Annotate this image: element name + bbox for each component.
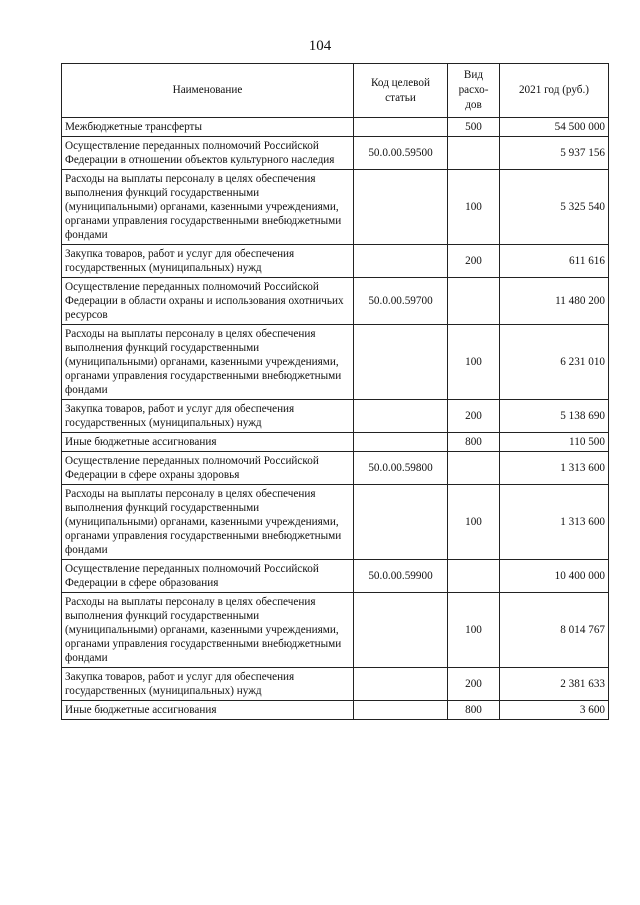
cell-code [354, 118, 448, 137]
cell-amount: 11 480 200 [500, 278, 609, 325]
table-row [62, 170, 609, 245]
cell-name: Расходы на выплаты персоналу в целях обеспечения выполнения функций государственными (муниципальными) органами, казенными учреждениями, органами управления государственными внебюджетными фондами [62, 170, 354, 245]
cell-code [354, 400, 448, 433]
cell-amount: 110 500 [500, 433, 609, 452]
table-row [62, 485, 609, 560]
table-row [62, 400, 609, 433]
table-row [62, 452, 609, 485]
cell-amount: 3 600 [500, 701, 609, 720]
cell-type: 100 [448, 485, 500, 560]
cell-name: Закупка товаров, работ и услуг для обеспечения государственных (муниципальных) нужд [62, 400, 354, 433]
cell-type: 500 [448, 118, 500, 137]
cell-code: 50.0.00.59500 [354, 137, 448, 170]
cell-type [448, 137, 500, 170]
cell-code [354, 701, 448, 720]
cell-name: Осуществление переданных полномочий Российской Федерации в отношении объектов культурного наследия [62, 137, 354, 170]
cell-name: Расходы на выплаты персоналу в целях обеспечения выполнения функций государственными (муниципальными) органами, казенными учреждениями, органами управления государственными внебюджетными фондами [62, 485, 354, 560]
table-body [62, 118, 609, 720]
page-number: 104 [308, 38, 332, 54]
cell-name: Иные бюджетные ассигнования [62, 433, 354, 452]
cell-name: Закупка товаров, работ и услуг для обеспечения государственных (муниципальных) нужд [62, 245, 354, 278]
cell-amount: 2 381 633 [500, 668, 609, 701]
table-row [62, 278, 609, 325]
cell-type: 100 [448, 325, 500, 400]
cell-amount: 5 937 156 [500, 137, 609, 170]
cell-type [448, 452, 500, 485]
cell-code [354, 668, 448, 701]
cell-amount: 10 400 000 [500, 560, 609, 593]
cell-type [448, 278, 500, 325]
cell-type: 100 [448, 593, 500, 668]
header-type: Вид расхо-дов [448, 64, 500, 118]
cell-code [354, 593, 448, 668]
cell-type [448, 560, 500, 593]
header-row [62, 64, 609, 118]
cell-type: 200 [448, 400, 500, 433]
cell-name: Осуществление переданных полномочий Российской Федерации в сфере образования [62, 560, 354, 593]
cell-code [354, 170, 448, 245]
cell-amount: 1 313 600 [500, 452, 609, 485]
cell-name: Осуществление переданных полномочий Российской Федерации в области охраны и использования охотничьих ресурсов [62, 278, 354, 325]
cell-amount: 5 325 540 [500, 170, 609, 245]
cell-amount: 611 616 [500, 245, 609, 278]
cell-name: Межбюджетные трансферты [62, 118, 354, 137]
table-row [62, 593, 609, 668]
header-name: Наименование [62, 64, 354, 118]
table-row [62, 118, 609, 137]
cell-code [354, 433, 448, 452]
cell-code: 50.0.00.59900 [354, 560, 448, 593]
cell-type: 800 [448, 433, 500, 452]
cell-amount: 6 231 010 [500, 325, 609, 400]
table-row [62, 245, 609, 278]
cell-type: 200 [448, 245, 500, 278]
cell-name: Закупка товаров, работ и услуг для обеспечения государственных (муниципальных) нужд [62, 668, 354, 701]
cell-code: 50.0.00.59800 [354, 452, 448, 485]
header-amount: 2021 год (руб.) [500, 64, 609, 118]
cell-name: Расходы на выплаты персоналу в целях обеспечения выполнения функций государственными (муниципальными) органами, казенными учреждениями, органами управления государственными внебюджетными фондами [62, 325, 354, 400]
cell-amount: 54 500 000 [500, 118, 609, 137]
table-row [62, 325, 609, 400]
budget-table [61, 63, 609, 720]
cell-amount: 8 014 767 [500, 593, 609, 668]
cell-code [354, 325, 448, 400]
cell-amount: 1 313 600 [500, 485, 609, 560]
table-row [62, 701, 609, 720]
header-code: Код целевой статьи [354, 64, 448, 118]
table-row [62, 560, 609, 593]
cell-code [354, 485, 448, 560]
cell-name: Осуществление переданных полномочий Российской Федерации в сфере охраны здоровья [62, 452, 354, 485]
cell-code: 50.0.00.59700 [354, 278, 448, 325]
cell-name: Расходы на выплаты персоналу в целях обеспечения выполнения функций государственными (муниципальными) органами, казенными учреждениями, органами управления государственными внебюджетными фондами [62, 593, 354, 668]
cell-type: 200 [448, 668, 500, 701]
table-row [62, 137, 609, 170]
cell-amount: 5 138 690 [500, 400, 609, 433]
cell-type: 100 [448, 170, 500, 245]
cell-code [354, 245, 448, 278]
cell-type: 800 [448, 701, 500, 720]
cell-name: Иные бюджетные ассигнования [62, 701, 354, 720]
table-row [62, 433, 609, 452]
table-row [62, 668, 609, 701]
